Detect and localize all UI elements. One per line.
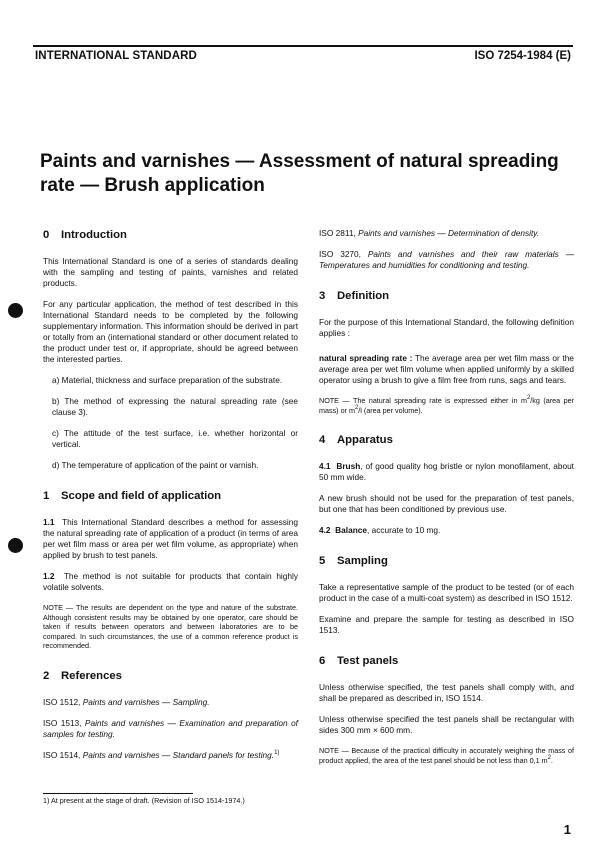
apparatus-brush-note: A new brush should not be used for the preparation of test panels, but one that has been conditioned by previous use. [319, 493, 574, 514]
section-heading-sampling: 5 Sampling [319, 555, 388, 567]
footnote: 1) At present at the stage of draft. (Revision of ISO 1514-1974.) [43, 796, 245, 805]
definition-note: NOTE — The natural spreading rate is expressed either in $m^2/kg$ (area per mass) or $m^2/l$ (area per volume). [319, 395, 574, 415]
intro-paragraph-1: This International Standard is one of a series of standards dealing with the sampling and testing of paints, varnishes and related products. [43, 256, 298, 288]
definition-term: natural spreading rate : The average area per wet film mass or the average area per wet film volume when applied uniformly by a skilled operator using a brush to give a film free from runs, sags and tears. [319, 353, 575, 385]
section-heading-references: 2 References [43, 669, 122, 682]
punch-hole-top [8, 303, 23, 318]
punch-hole-bottom [8, 538, 23, 553]
panels-note: NOTE — Because of the practical difficulty in accurately weighing the mass of product applied, the area of the test panel should be not less than 0,1 $m^2$. [319, 746, 574, 765]
scope-note: NOTE — The results are dependent on the type and nature of the substrate. Although consistent results may be obtained by one operator, care should be taken if results between operators and between laboratories are to be compared. In such circumstances, the use of a common reference product is recommended. [43, 603, 298, 650]
section-heading-definition: 3 Definition [319, 290, 390, 302]
section-heading-test-panels: 6 Test panels [319, 655, 399, 667]
left-column [43, 228, 298, 771]
apparatus-brush: 4.1 Brush, of good quality hog bristle or nylon monofilament, about 50 mm wide. [319, 461, 574, 482]
definition-paragraph: For the purpose of this International Standard, the following definition applies : [319, 317, 574, 338]
document-title: Paints and varnishes — Assessment of natural spreading rate — Brush application [40, 151, 559, 196]
intro-paragraph-2: For any particular application, the method of test described in this International Standard needs to be completed by the following supplementary information. This information should be derived in part or totally from an (international standard or other document related to the product under test or, if appropriate, should be agreed between the interested parties. [43, 299, 298, 364]
section-heading-introduction: 0 Introduction [43, 229, 127, 241]
right-column [319, 228, 574, 775]
standard-number: ISO 7254-1984 (E) [474, 50, 571, 62]
intro-item-c: c) The attitude of the test surface, i.e. whether horizontal or vertical. [52, 428, 298, 449]
apparatus-balance: 4.2 Balance, accurate to 10 mg. [319, 525, 441, 535]
panels-paragraph-2: Unless otherwise specified the test panels shall be rectangular with sides 300 mm × 600 mm. [319, 714, 574, 735]
intro-item-a: a) Material, thickness and surface preparation of the substrate. [52, 375, 283, 385]
panels-paragraph-1: Unless otherwise specified, the test panels shall comply with, and shall be prepared as described in, ISO 1514. [319, 682, 574, 703]
reference-iso-1514: ISO 1514, Paints and varnishes — Standard panels for testing.$^{1)}$ [43, 749, 280, 760]
sampling-paragraph-2: Examine and prepare the sample for testing as described in ISO 1513. [319, 614, 574, 635]
footnote-rule [43, 793, 193, 794]
section-heading-scope: 1 Scope and field of application [43, 490, 222, 502]
section-heading-apparatus: 4 Apparatus [319, 434, 393, 446]
reference-iso-2811: ISO 2811, Paints and varnishes — Determination of density. [319, 228, 540, 238]
intro-item-b: b) The method of expressing the natural spreading rate (see clause 3). [52, 396, 298, 417]
reference-iso-3270: ISO 3270, Paints and varnishes and their raw materials — Temperatures and humidities for conditioning and testing. [319, 249, 574, 270]
reference-iso-1513: ISO 1513, Paints and varnishes — Examination and preparation of samples for testing. [43, 717, 298, 739]
intro-item-d: d) The temperature of application of the paint or varnish. [52, 460, 259, 470]
standard-label: INTERNATIONAL STANDARD [35, 50, 197, 62]
page-number: 1 [563, 822, 571, 837]
reference-iso-1512: ISO 1512, Paints and varnishes — Sampling. [43, 696, 210, 707]
sampling-paragraph-1: Take a representative sample of the product to be tested (or of each product in the case of a multi-coat system) as described in ISO 1512. [319, 582, 574, 603]
scope-paragraph-1: 1.1 This International Standard describes a method for assessing the natural spreading rate of application of a product (in terms of area per wet film mass or area per wet film volume, as appropriate) when applied by brush to test panels. [43, 517, 298, 560]
header-rule [33, 45, 573, 47]
scope-paragraph-2: 1.2 The method is not suitable for products that contain highly volatile solvents. [43, 571, 298, 592]
